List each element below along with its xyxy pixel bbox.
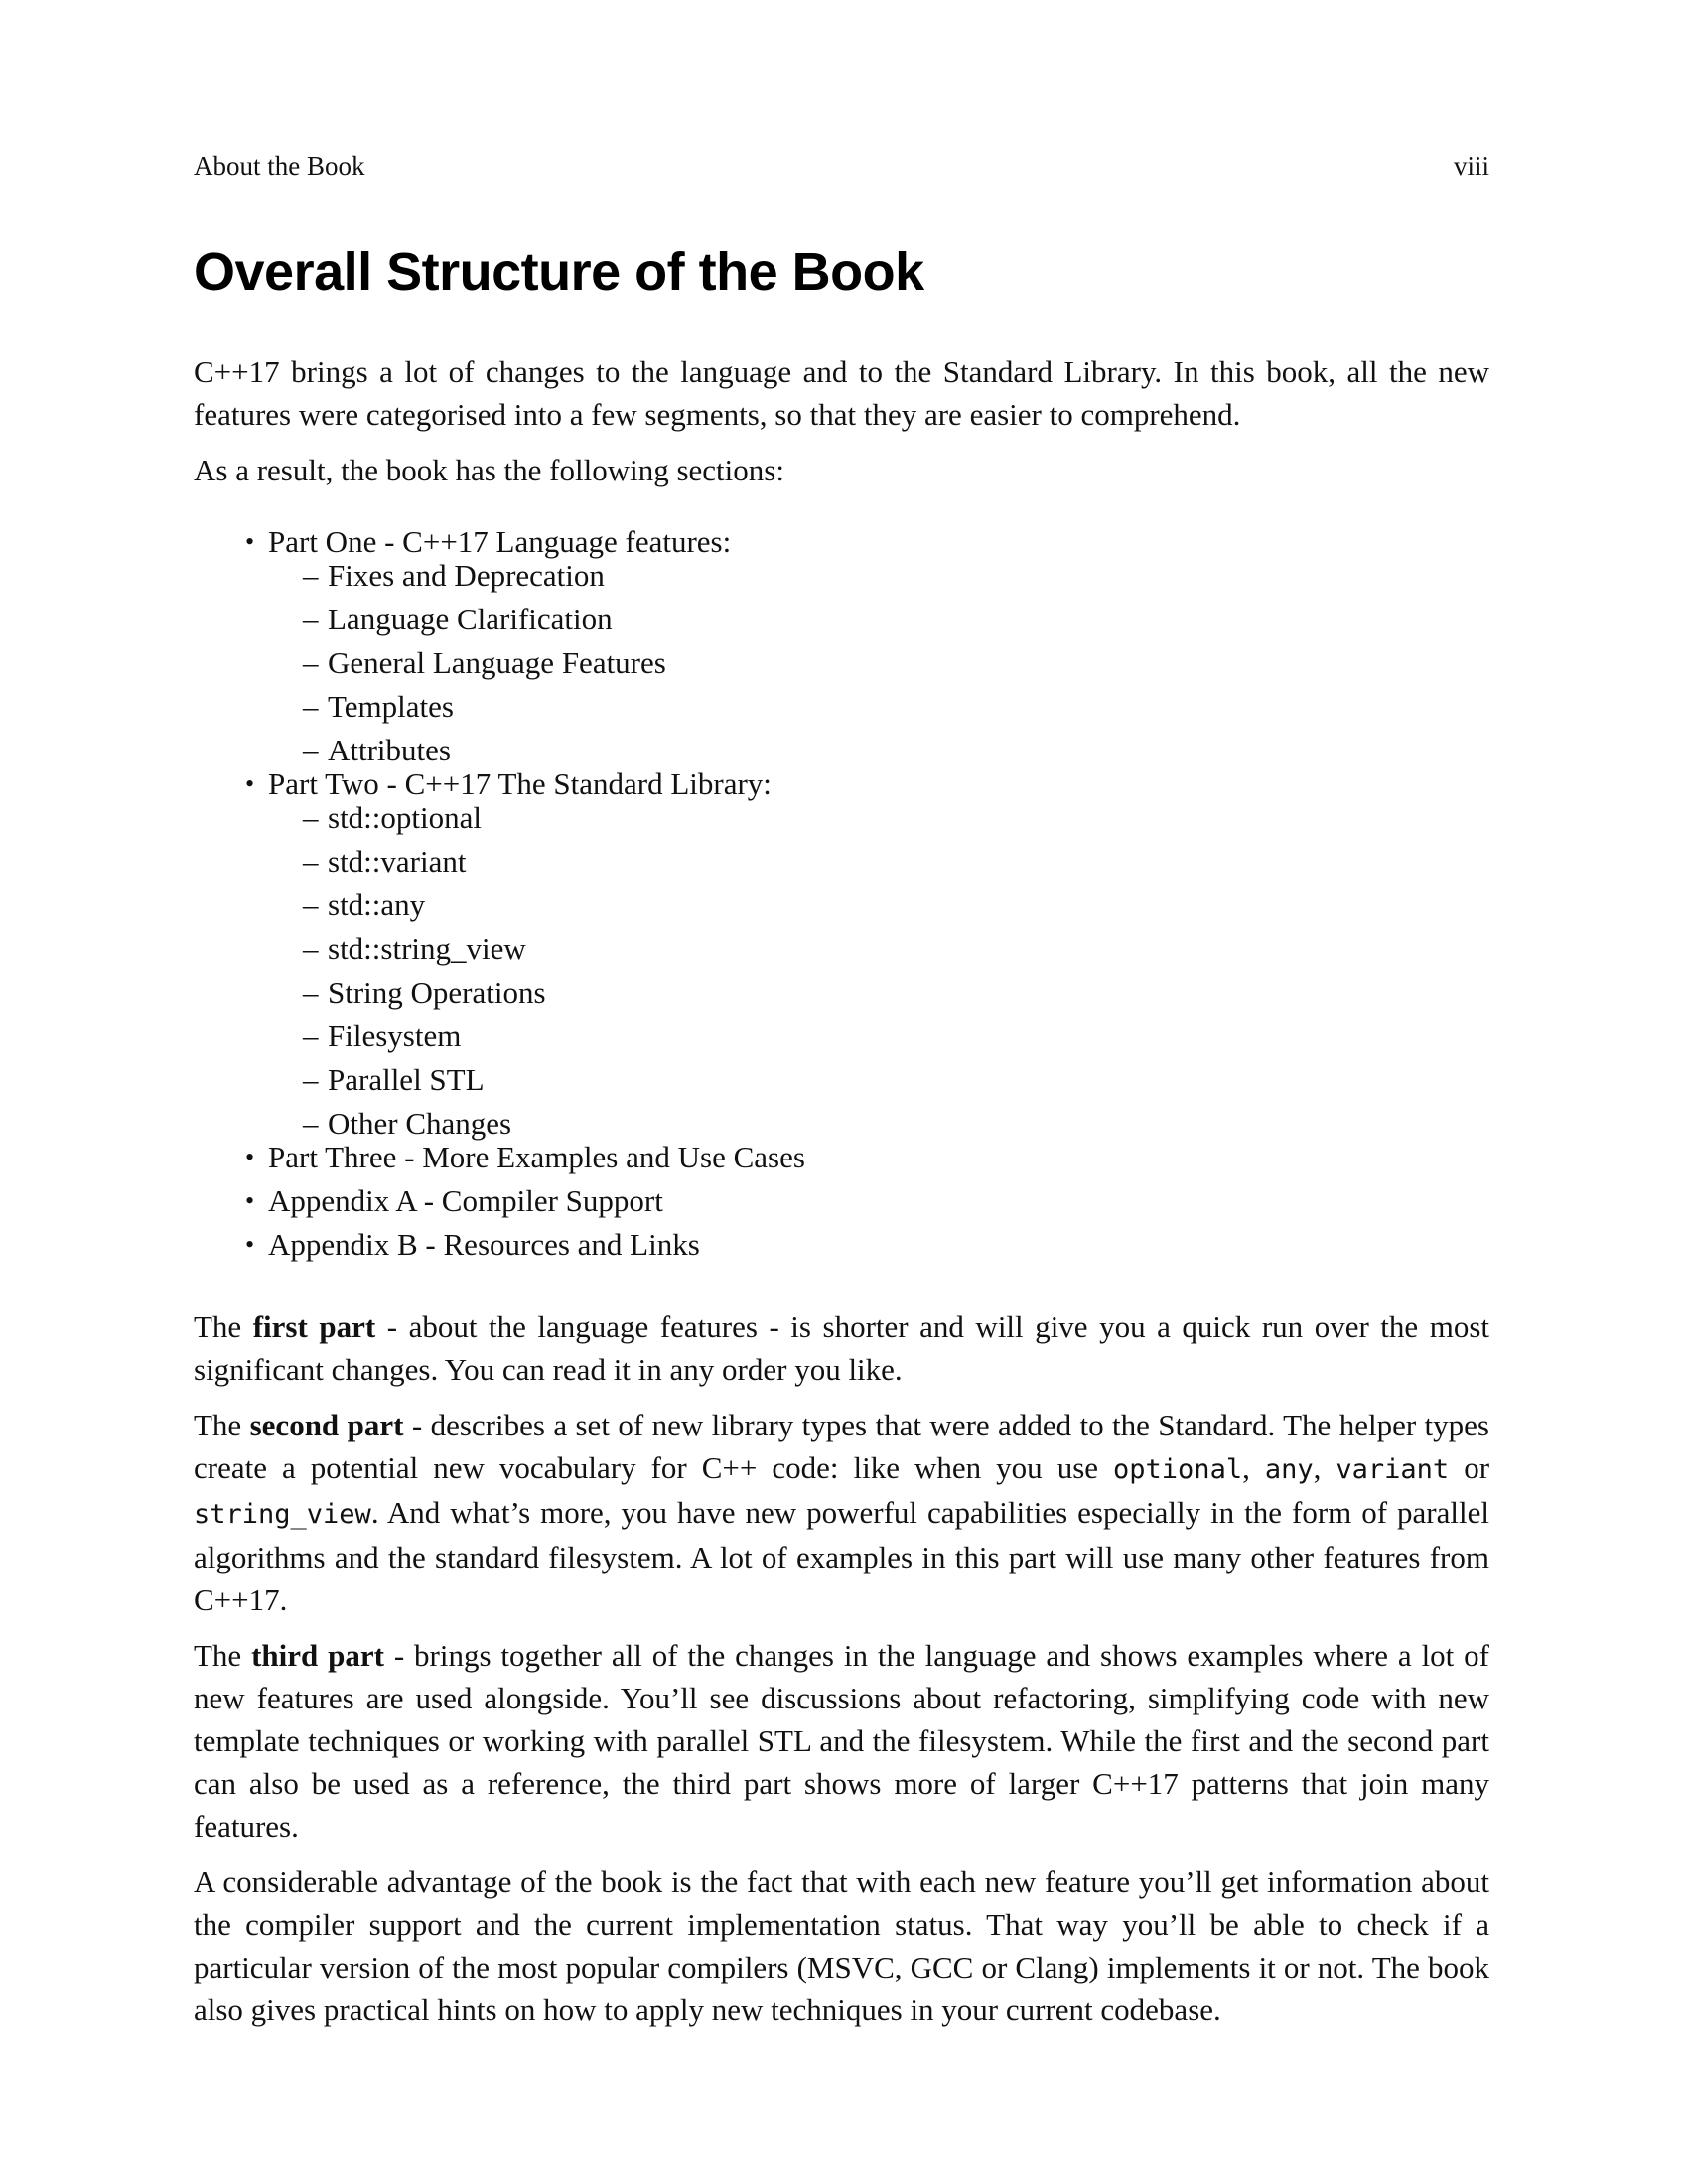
toc-item [194,559,1489,593]
text-run: - about the language features - is shorter and will give you a quick run over the most significant changes. You can read it in any order you like. [194,1308,1490,1387]
inline-code: any [1264,1453,1314,1485]
text-run: C++17 brings a lot of changes to the language and to the Standard Library. In this book, all the new features were categorised into a few segments, so that they are easier to comprehend. [194,353,1489,432]
text-run: . And what’s more, you have new powerful capabilities especially in the form of parallel algorithms and the standard filesystem. A lot of examples in this part will use many other features from C++17. [194,1494,1489,1617]
toc-item [194,767,1489,801]
paragraph [194,1404,1489,1621]
toc-item [194,525,1489,559]
text-run: - brings together all of the changes in the language and shows examples where a lot of new features are used alongside. You’ll see discussions about refactoring, simplifying code with new template techniques or working with parallel STL and the filesystem. While the first and the second part can also be used as a reference, the third part shows more of larger C++17 patterns that join many features. [194,1637,1489,1843]
toc-item-label: General Language Features [328,644,666,680]
toc-item-label: String Operations [328,974,546,1010]
toc-item [194,690,1489,724]
toc-item [194,1063,1489,1097]
text-run: A considerable advantage of the book is the fact that with each new feature you’ll get information about the compiler support and the current implementation status. That way you’ll be able to check if a particular version of the most popular compilers (MSVC, GCC or Clang) implements it or not. The book also gives practical hints on how to apply new techniques in your current codebase. [194,1863,1489,2027]
dash-marker: – [303,644,319,680]
dash-marker: – [303,601,319,636]
bullet-marker: • [245,1229,255,1259]
dash-marker: – [303,887,319,922]
dash-marker: – [303,843,319,879]
toc-item-label: Filesystem [328,1018,462,1053]
toc-item [194,1107,1489,1141]
bold-text: second part [249,1407,404,1442]
text-run: The [194,1407,250,1442]
toc-item [194,734,1489,767]
paragraph [194,350,1489,436]
text-run: , [1313,1449,1336,1485]
text-run: , [1242,1449,1265,1485]
page-number: viii [1453,151,1489,181]
running-head [194,149,1489,183]
toc-item-label: Templates [328,688,454,724]
bullet-marker: • [245,526,255,556]
toc-item [194,1141,1489,1174]
text-run: As a result, the book has the following sections: [194,452,784,487]
text-run: The [194,1308,253,1344]
dash-marker: – [303,799,319,835]
paragraph [194,1305,1489,1391]
body-paragraphs [194,1305,1489,2031]
toc-item-label: std::any [328,887,426,922]
text-run: - describes a set of new library types that were added to the Standard. The helper types create a potential new vocabulary for C++ code: like when you use [194,1407,1489,1485]
toc-item [194,932,1489,966]
dash-marker: – [303,732,319,767]
toc-item-label: std::variant [328,843,467,879]
running-head-section: About the Book [194,151,365,181]
toc-item [194,646,1489,680]
page-title: Overall Structure of the Book [194,242,924,302]
text-run: or [1449,1449,1490,1485]
toc-item [194,603,1489,636]
bold-text: first part [252,1308,376,1344]
toc-item-label: Other Changes [328,1105,512,1141]
dash-marker: – [303,1061,319,1097]
toc-item-label: Part Two - C++17 The Standard Library: [268,765,772,801]
toc-item-label: Appendix B - Resources and Links [268,1226,700,1262]
toc-item [194,1020,1489,1053]
paragraph [194,449,1489,491]
toc-item-label: Fixes and Deprecation [328,557,605,593]
toc-item [194,888,1489,922]
toc-item-label: Part Three - More Examples and Use Cases [268,1139,805,1174]
bullet-marker: • [245,768,255,798]
text-run: The [194,1637,252,1673]
toc-item-label: Parallel STL [328,1061,485,1097]
toc-item [194,976,1489,1010]
section-list [194,525,1489,1262]
dash-marker: – [303,930,319,966]
dash-marker: – [303,557,319,593]
dash-marker: – [303,974,319,1010]
toc-item-label: Language Clarification [328,601,613,636]
toc-item-label: std::optional [328,799,482,835]
paragraph [194,1860,1489,2031]
toc-item-label: Appendix A - Compiler Support [268,1182,663,1218]
paragraph [194,1634,1489,1847]
dash-marker: – [303,1018,319,1053]
toc-item [194,845,1489,879]
inline-code: string_view [194,1498,371,1530]
toc-item-label: Attributes [328,732,451,767]
dash-marker: – [303,1105,319,1141]
toc-item [194,1184,1489,1218]
bold-text: third part [251,1637,384,1673]
inline-code: variant [1336,1453,1450,1485]
bullet-marker: • [245,1185,255,1215]
intro-paragraphs [194,350,1489,491]
dash-marker: – [303,688,319,724]
toc-item [194,1228,1489,1262]
toc-item [194,801,1489,835]
inline-code: optional [1113,1453,1243,1485]
toc-item-label: std::string_view [328,930,526,966]
toc-item-label: Part One - C++17 Language features: [268,523,732,559]
bullet-marker: • [245,1142,255,1171]
